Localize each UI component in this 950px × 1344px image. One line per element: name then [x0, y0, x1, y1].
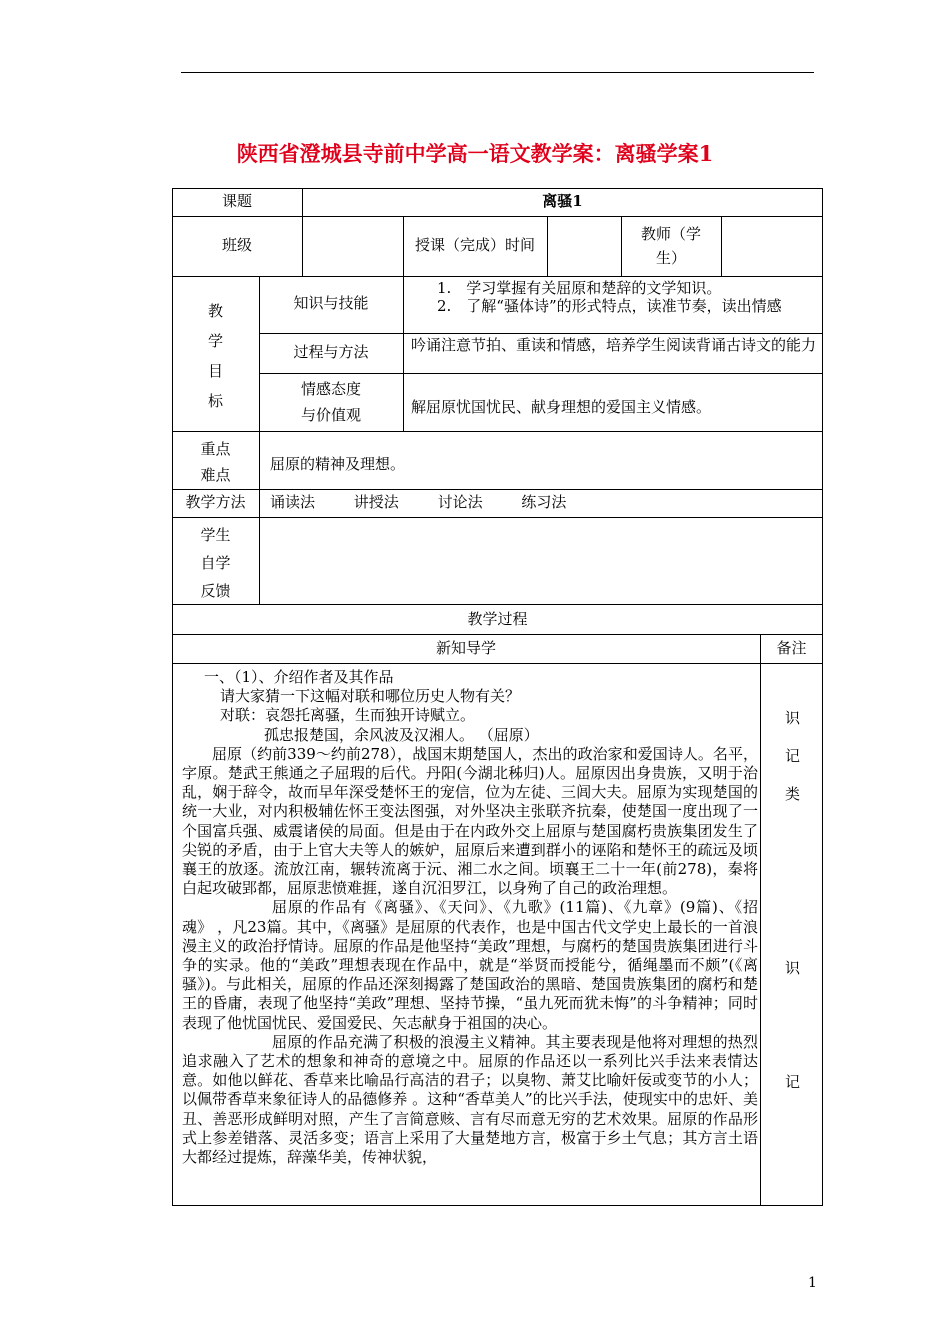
table-rule — [172, 216, 823, 217]
key-label-line: 难点 — [200, 466, 231, 484]
table-rule — [721, 216, 722, 276]
emotion-label-line: 与价值观 — [300, 406, 361, 424]
table-rule — [259, 276, 260, 605]
table-rule — [259, 373, 823, 374]
class-label: 班级 — [221, 236, 252, 254]
method-item: 练习法 — [521, 493, 567, 511]
table-rule — [259, 333, 823, 334]
table-border — [822, 188, 823, 1206]
document-title: 陕西省澄城县寺前中学高一语文教学案：离骚学案1 — [236, 141, 714, 166]
method-item: 诵读法 — [270, 493, 316, 511]
paragraph: 孤忠报楚国，余风波及汉湘人。 （屈原） — [264, 725, 539, 744]
new-knowledge-header: 新知导学 — [435, 639, 496, 657]
lesson-content — [182, 668, 758, 1167]
paragraph: 屈原的作品充满了积极的浪漫主义精神。其主要表现是他将对理想的热烈追求融入了艺术的想象和神奇的意境之中。屈原的作品还以一系列比兴手法来表情达意。如他以鲜花、香草来比喻品行高洁的君子；以臭物、萧艾比喻奸佞或变节的小人；以佩带香草来象征诗人的品德修养 。这种“香草美人”的比兴手法，使现实中的忠奸、美丑、善恶形成鲜明对照，产生了言简意赅、言有尽而意无穷的艺术效果。屈原的作品形式上参差错落、灵活多变；语言上采用了大量楚地方言，极富于乡土气息；其方言土语大都经过提炼，辞藻华美，传神状貌， — [182, 1032, 758, 1167]
table-rule — [172, 634, 823, 635]
teacher-label-line: 生） — [655, 249, 686, 267]
table-rule — [172, 489, 823, 490]
table-rule — [403, 276, 404, 432]
teacher-label-line: 教师（学 — [640, 225, 701, 243]
table-rule — [172, 604, 823, 605]
process-goal: 吟诵注意节拍、重读和情感，培养学生阅读背诵古诗文的能力 — [411, 336, 817, 354]
goals-label-char: 标 — [207, 392, 223, 410]
note-char: 记 — [785, 1073, 801, 1091]
note-char: 识 — [785, 709, 801, 727]
teacher-label — [621, 222, 721, 270]
table-rule — [172, 431, 823, 432]
key-points-label — [172, 436, 259, 488]
table-rule — [547, 216, 548, 276]
paragraph: 屈原的作品有《离骚》、《天问》、《九歌》(11篇)、《九章》(9篇)、《招魂》 ，凡23篇。其中，《离骚》是屈原的代表作，也是中国古代文学史上最长的一首浪漫主义的政治抒情诗。屈原的作品是他坚持“美政”理想，与腐朽的楚国贵族集团进行斗争的实录。他的“美政”理想表现在作品中，就是“举贤而授能兮，循绳墨而不颇”(《离骚》)。与此相关，屈原的作品还深刻揭露了楚国政治的黑暗、楚国贵族集团的腐朽和楚王的昏庸，表现了他坚持“美政”理想、坚持节操，“虽九死而犹未悔”的斗争精神；同时表现了他忧国忧民、爱国爱民、矢志献身于祖国的决心。 — [182, 898, 758, 1032]
key-label-line: 重点 — [200, 440, 231, 458]
feedback-label-line: 反馈 — [200, 582, 231, 600]
emotion-label — [259, 376, 403, 428]
method-list — [270, 493, 810, 512]
time-label: 授课（完成）时间 — [414, 236, 535, 254]
feedback-label-line: 自学 — [200, 554, 231, 572]
table-rule — [172, 663, 823, 664]
knowledge-label: 知识与技能 — [293, 294, 369, 312]
table-rule — [172, 517, 823, 518]
table-rule — [760, 634, 761, 1205]
table-border — [172, 188, 823, 189]
paragraph: 屈原（约前339～约前278），战国末期楚国人，杰出的政治家和爱国诗人。名平，字原。楚武王熊通之子屈瑕的后代。丹阳(今湖北秭归)人。屈原因出身贵族，又明于治乱，娴于辞令，故而早年深受楚怀王的宠信，位为左徒、三闾大夫。屈原为实现楚国的统一大业，对内积极辅佐怀王变法图强，对外坚决主张联齐抗秦，使楚国一度出现了一个国富兵强、威震诸侯的局面。但是由于在内政外交上屈原与楚国腐朽贵族集团发生了尖锐的矛盾，由于上官大夫等人的嫉妒，屈原后来遭到群小的诬陷和楚怀王的疏远及顷襄王的放逐。流放江南，辗转流离于沅、湘二水之间。顷襄王二十一年(前278)，秦将白起攻破郢都，屈原悲愤难捱，遂自沉汨罗江，以身殉了自己的政治理想。 — [182, 744, 758, 898]
table-border — [172, 1205, 823, 1206]
method-item: 讲授法 — [353, 493, 399, 511]
method-label: 教学方法 — [185, 493, 246, 511]
note-char: 识 — [785, 959, 801, 977]
table-rule — [172, 276, 823, 277]
goals-label-char: 目 — [207, 362, 223, 380]
topic-label: 课题 — [221, 192, 252, 210]
emotion-goal: 解屈原忧国忧民、献身理想的爱国主义情感。 — [411, 398, 712, 416]
paragraph: 对联：哀怨托离骚，生而独开诗赋立。 — [220, 706, 476, 725]
goals-label-char: 教 — [207, 302, 223, 320]
topic-value: 离骚1 — [542, 192, 583, 210]
knowledge-goals — [411, 279, 816, 315]
process-header: 教学过程 — [467, 610, 528, 628]
paragraph: 请大家猜一下这幅对联和哪位历史人物有关？ — [220, 687, 521, 706]
header-rule — [181, 72, 814, 73]
goals-label-char: 学 — [207, 332, 223, 350]
goal-item: 2. 了解“骚体诗”的形式特点，读准节奏，读出情感 — [437, 297, 782, 315]
key-points-value: 屈原的精神及理想。 — [270, 455, 406, 473]
section-heading: 一、（1）、介绍作者及其作品 — [204, 668, 394, 686]
emotion-label-line: 情感态度 — [300, 380, 361, 398]
notes-header: 备注 — [776, 639, 807, 657]
page-number: 1 — [808, 1275, 817, 1291]
note-char: 类 — [785, 785, 801, 803]
process-label: 过程与方法 — [293, 343, 369, 361]
feedback-label-line: 学生 — [200, 526, 231, 544]
goal-item: 1. 学习掌握有关屈原和楚辞的文学知识。 — [437, 279, 722, 297]
feedback-label — [172, 521, 259, 605]
method-item: 讨论法 — [437, 493, 483, 511]
goals-label — [172, 296, 259, 416]
note-char: 记 — [785, 747, 801, 765]
